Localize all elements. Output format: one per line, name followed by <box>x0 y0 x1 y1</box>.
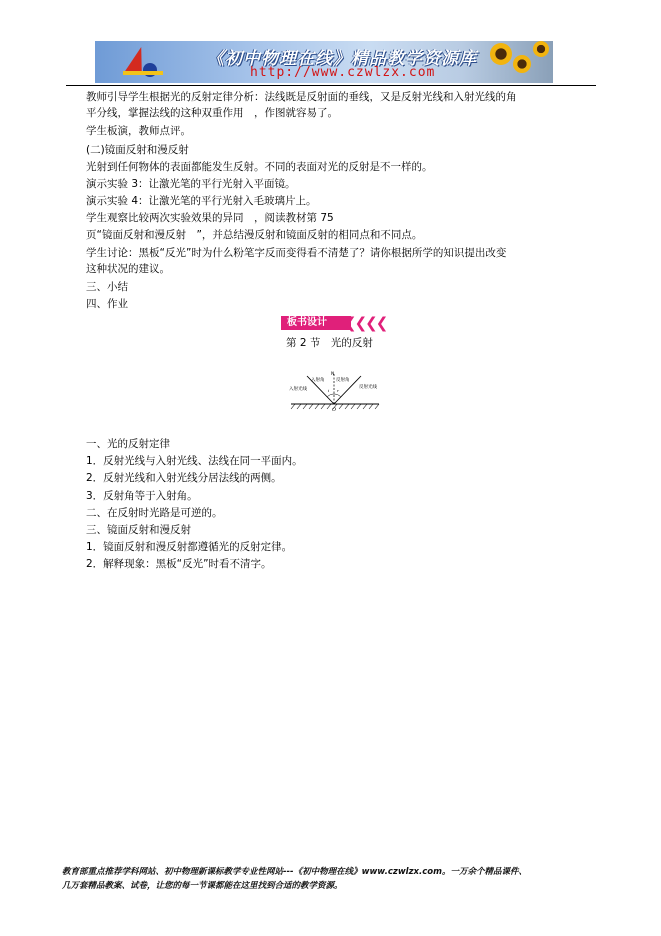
body-line: 平分线，掌握法线的这种双重作用 ，作图就容易了。 <box>86 107 338 119</box>
body-line: 页“镜面反射和漫反射 ”，并总结漫反射和镜面反射的相同点和不同点。 <box>86 229 423 241</box>
board-line: 3．反射角等于入射角。 <box>86 490 198 502</box>
label-reflection-angle: 反射角 <box>336 378 350 383</box>
sunflower-icon <box>513 55 531 73</box>
body-line: 四、作业 <box>86 298 128 310</box>
body-line: (二)镜面反射和漫反射 <box>86 144 189 156</box>
board-line: 1．反射光线与入射光线、法线在同一平面内。 <box>86 455 303 467</box>
sunflower-icon <box>533 41 549 57</box>
banner-title: 《初中物理在线》精品教学资源库 <box>207 49 477 69</box>
body-line: 学生板演，教师点评。 <box>86 125 191 137</box>
reflection-diagram <box>287 370 383 412</box>
board-design-badge: 板书设计 <box>281 316 351 330</box>
board-line: 三、镜面反射和漫反射 <box>86 524 191 536</box>
label-i: i <box>328 388 330 393</box>
label-reflected-ray: 反射光线 <box>359 385 377 390</box>
board-line: 2．解释现象：黑板“反光”时看不清字。 <box>86 558 272 570</box>
body-line: 学生观察比较两次实验效果的异同 ，阅读教材第 75 <box>86 212 334 224</box>
body-line: 光射到任何物体的表面都能发生反射。不同的表面对光的反射是不一样的。 <box>86 161 433 173</box>
footer-line: 几万套精品教案、试卷，让您的每一节课都能在这里找到合适的教学资源。 <box>62 881 343 891</box>
board-line: 二、在反射时光路是可逆的。 <box>86 507 223 519</box>
chevron-left-icon: ❮❮❮❮ <box>344 314 387 332</box>
body-line: 教师引导学生根据光的反射定律分析：法线既是反射面的垂线，又是反射光线和入射光线的角 <box>86 91 517 103</box>
incident-angle-arc <box>327 394 334 397</box>
board-line: 2．反射光线和入射光线分居法线的两侧。 <box>86 472 282 484</box>
label-r: r <box>337 388 339 393</box>
label-normal: N <box>331 372 335 377</box>
label-point-o: O <box>332 407 337 412</box>
body-line: 演示实验 4：让激光笔的平行光射入毛玻璃片上。 <box>86 195 317 207</box>
footer-line: 教育部重点推荐学科网站、初中物理新课标教学专业性网站---《初中物理在线》www.czwlzx.com。一万余个精品课件、 <box>62 867 527 877</box>
header-divider <box>66 85 596 86</box>
body-line: 学生讨论：黑板“反光”时为什么粉笔字反而变得看不清楚了？请你根据所学的知识提出改变 <box>86 247 507 259</box>
reflection-angle-arc <box>334 394 341 397</box>
board-line: 一、光的反射定律 <box>86 438 170 450</box>
body-line: 这种状况的建议。 <box>86 263 170 275</box>
board-line: 1．镜面反射和漫反射都遵循光的反射定律。 <box>86 541 293 553</box>
label-incident-angle: 入射角 <box>311 378 325 383</box>
section-title: 第 2 节 光的反射 <box>286 337 373 349</box>
sunflower-icon <box>490 43 512 65</box>
body-line: 演示实验 3：让激光笔的平行光射入平面镜。 <box>86 178 296 190</box>
banner-url[interactable]: http://www.czwlzx.com <box>250 65 436 80</box>
body-line: 三、小结 <box>86 281 128 293</box>
logo-bar-icon <box>123 71 163 75</box>
header-banner <box>95 41 553 83</box>
label-incident-ray: 入射光线 <box>289 387 307 392</box>
